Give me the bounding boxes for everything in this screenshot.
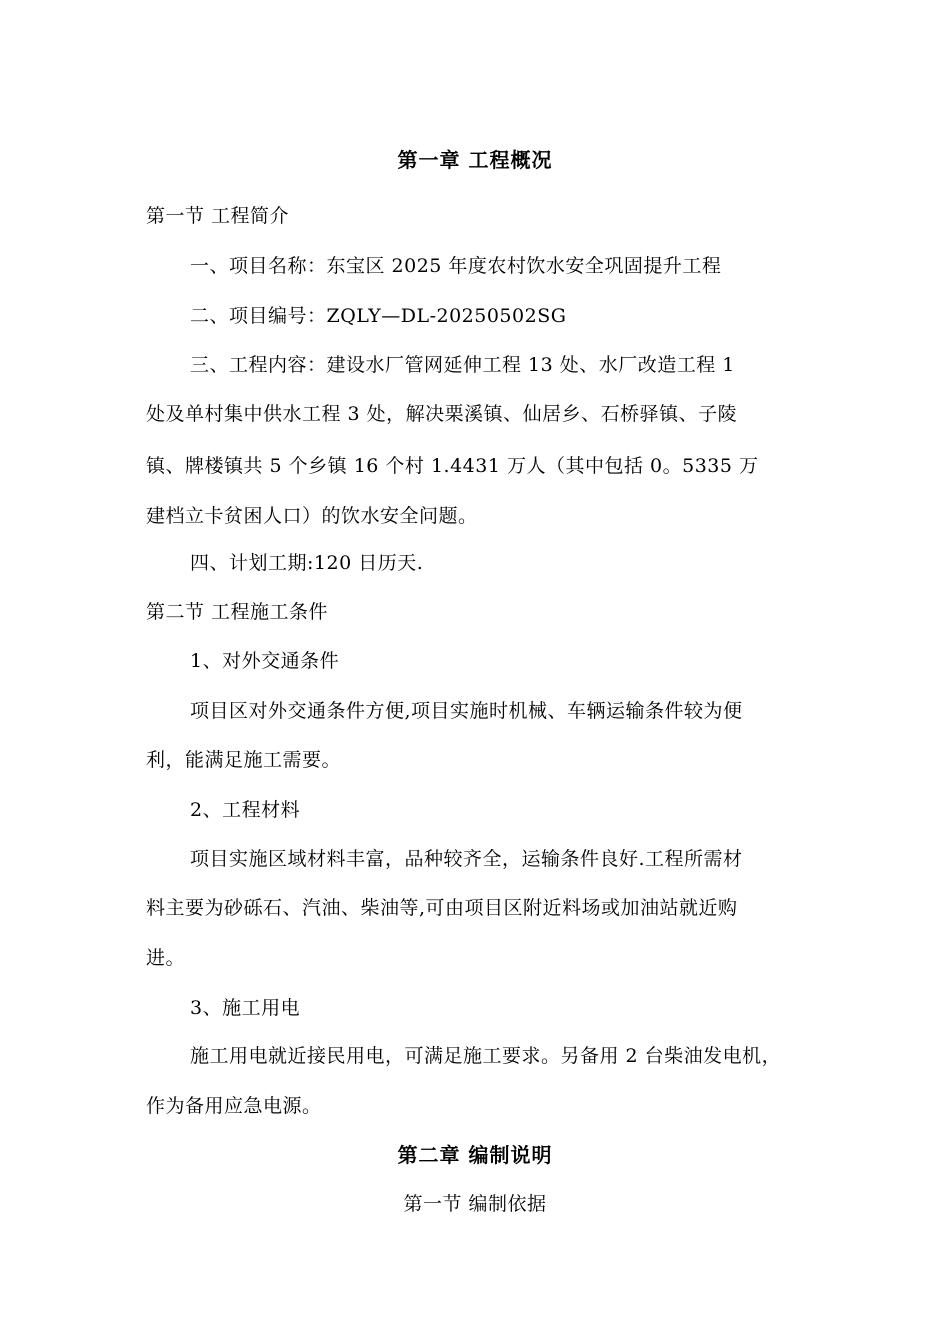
schedule-item: 四、计划工期:120 日历天. bbox=[190, 552, 424, 574]
power-subtitle: 3、施工用电 bbox=[190, 997, 301, 1019]
chapter-2-title: 第二章 编制说明 bbox=[397, 1143, 553, 1167]
project-content-line-4: 建档立卡贫困人口）的饮水安全问题。 bbox=[146, 505, 478, 527]
materials-text-line-1: 项目实施区域材料丰富，品种较齐全，运输条件良好.工程所需材 bbox=[190, 848, 743, 870]
materials-subtitle: 2、工程材料 bbox=[190, 799, 301, 821]
project-content-line-3: 镇、牌楼镇共 5 个乡镇 16 个村 1.4431 万人（其中包括 0。5335 万 bbox=[146, 455, 759, 477]
chapter-1-title: 第一章 工程概况 bbox=[397, 148, 553, 172]
traffic-text-line-1: 项目区对外交通条件方便,项目实施时机械、车辆运输条件较为便 bbox=[190, 700, 743, 722]
chapter-2-section-1-title: 第一节 编制依据 bbox=[403, 1193, 547, 1215]
project-number-item: 二、项目编号：ZQLY—DL-20250502SG bbox=[190, 305, 567, 327]
power-text-line-1: 施工用电就近接民用电，可满足施工要求。另备用 2 台柴油发电机， bbox=[190, 1045, 782, 1067]
power-text-line-2: 作为备用应急电源。 bbox=[146, 1095, 322, 1117]
materials-text-line-3: 进。 bbox=[146, 947, 186, 969]
project-content-line-2: 处及单村集中供水工程 3 处，解决栗溪镇、仙居乡、石桥驿镇、子陵 bbox=[146, 403, 738, 425]
project-content-line-1: 三、工程内容：建设水厂管网延伸工程 13 处、水厂改造工程 1 bbox=[190, 354, 735, 376]
traffic-subtitle: 1、对外交通条件 bbox=[190, 650, 340, 672]
traffic-text-line-2: 利，能满足施工需要。 bbox=[146, 749, 342, 771]
section-1-title: 第一节 工程简介 bbox=[146, 205, 290, 227]
section-2-title: 第二节 工程施工条件 bbox=[146, 601, 329, 623]
project-name-item: 一、项目名称：东宝区 2025 年度农村饮水安全巩固提升工程 bbox=[190, 255, 722, 277]
materials-text-line-2: 料主要为砂砾石、汽油、柴油等,可由项目区附近料场或加油站就近购 bbox=[146, 897, 738, 919]
